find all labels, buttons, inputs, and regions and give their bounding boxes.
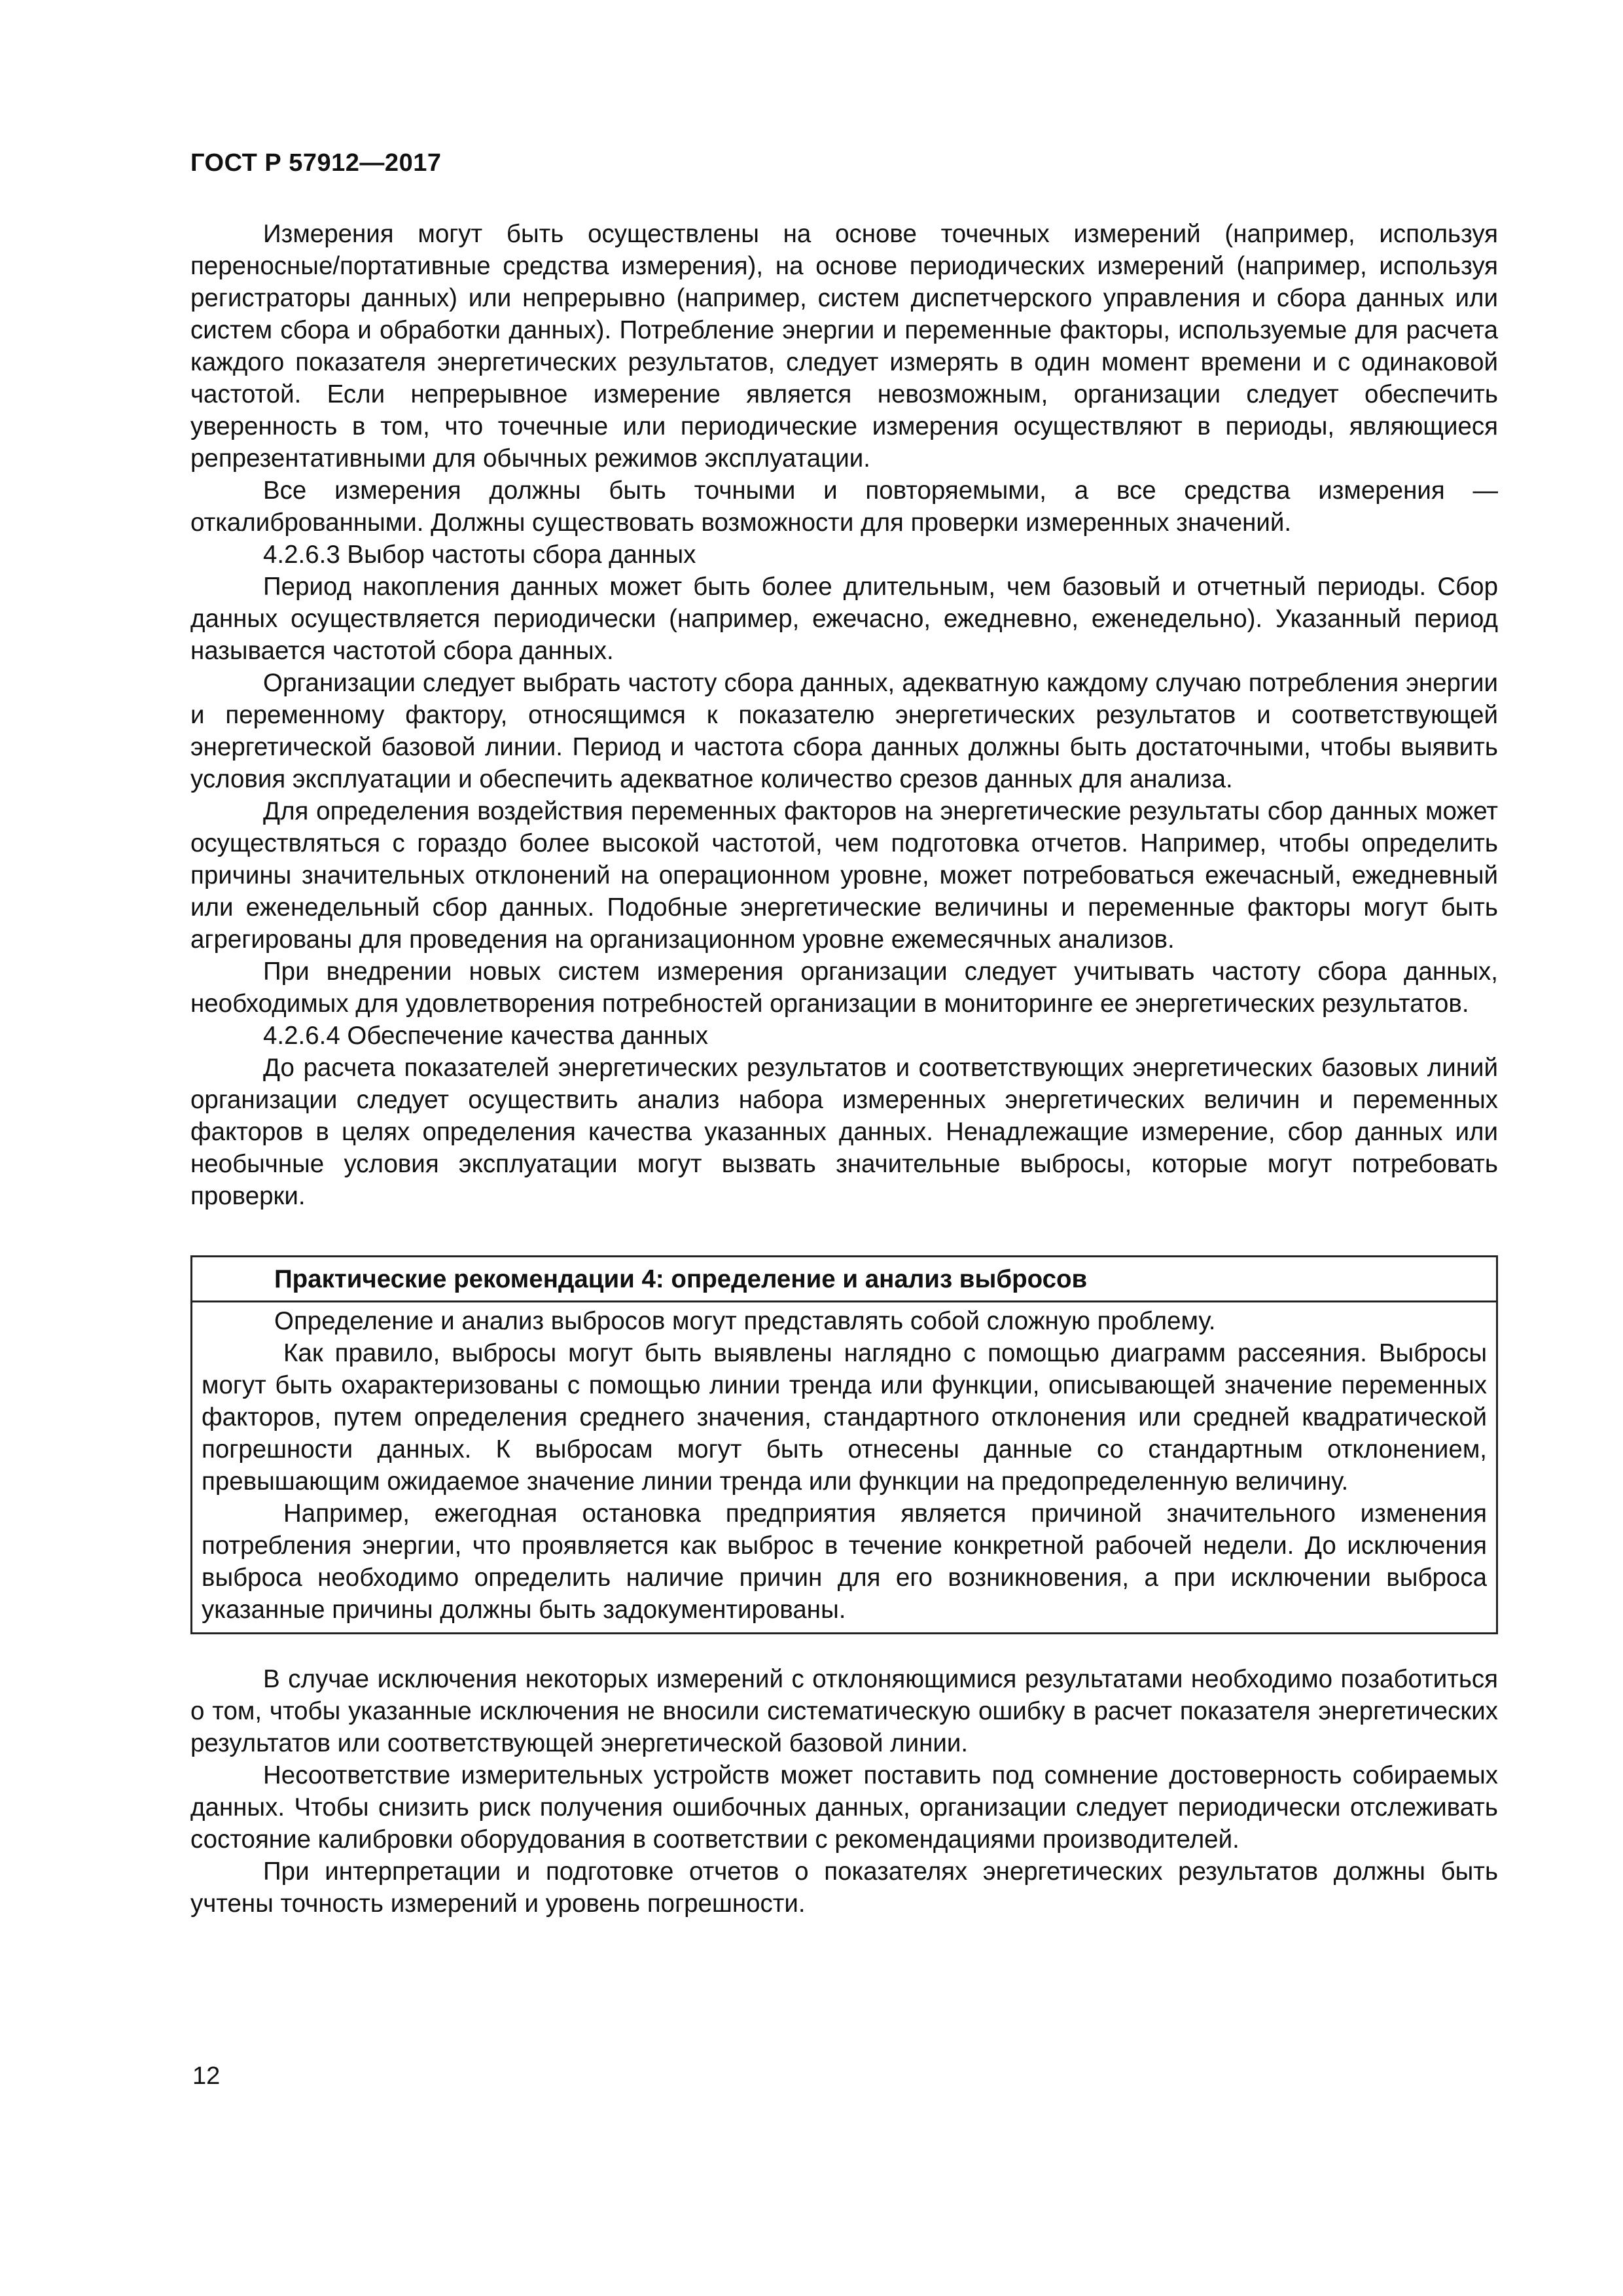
paragraph-data-quality: До расчета показателей энергетических результатов и соответствующих энергетических базовых линий организации следует осуществить анализ набора измеренных энергетических величин и переменных факторов в целях определения качества указанных данных. Ненадлежащие измерение, сбор данных или необычные условия эксплуатации могут вызвать значительные выбросы, которые могут потребовать проверки. — [190, 1054, 1498, 1210]
recommendation-paragraph-intro: Определение и анализ выбросов могут представлять собой сложную проблему. — [274, 1307, 1216, 1335]
page-content — [190, 218, 1498, 1920]
recommendation-body — [192, 1302, 1496, 1632]
recommendation-box — [190, 1255, 1498, 1634]
section-heading-4-2-6-4: 4.2.6.4 Обеспечение качества данных — [263, 1022, 709, 1050]
paragraph-exclusion: В случае исключения некоторых измерений с отклоняющимися результатами необходимо позаботиться о том, чтобы указанные исключения не вносили систематическую ошибку в расчет показателя энергетических результатов или соответствующей энергетической базовой линии. — [190, 1665, 1498, 1757]
paragraph-accumulation-period: Период накопления данных может быть более длительным, чем базовый и отчетный периоды. Сбор данных осуществляется периодически (например, ежечасно, ежедневно, еженедельно). Указанный период называется частотой сбора данных. — [190, 573, 1498, 665]
standard-code-header: ГОСТ Р 57912—2017 — [190, 149, 442, 177]
paragraph-measurement-accuracy: Все измерения должны быть точными и повторяемыми, а все средства измерения — откалиброванными. Должны существовать возможности для проверки измеренных значений. — [190, 476, 1498, 537]
paragraph-measurement-methods: Измерения могут быть осуществлены на основе точечных измерений (например, используя переносные/портативные средства измерения), на основе периодических измерений (например, используя регистраторы данных) или непрерывно (например, систем диспетчерского управления и сбора данных или систем сбора и обработки данных). Потребление энергии и переменные факторы, используемые для расчета каждого показателя энергетических результатов, следует измерять в один момент времени и с одинаковой частотой. Если непрерывное измерение является невозможным, организации следует обеспечить уверенность в том, что точечные или периодические измерения осуществляют в периоды, являющиеся репрезентативными для обычных режимов эксплуатации. — [190, 220, 1498, 473]
recommendation-paragraph-scatter: Как правило, выбросы могут быть выявлены наглядно с помощью диаграмм рассеяния. Выбросы могут быть охарактеризованы с помощью линии тренда или функции, описывающей значение переменных факторов, путем определения среднего значения, стандартного отклонения или средней квадратической погрешности данных. К выбросам могут быть отнесены данные со стандартным отклонением, превышающим ожидаемое значение линии тренда или функции на предопределенную величину. — [202, 1339, 1487, 1496]
paragraph-device-calibration: Несоответствие измерительных устройств может поставить под сомнение достоверность собираемых данных. Чтобы снизить риск получения ошибочных данных, организации следует периодически отслеживать состояние калибровки оборудования в соответствии с рекомендациями производителей. — [190, 1761, 1498, 1854]
recommendation-paragraph-example: Например, ежегодная остановка предприятия является причиной значительного изменения потребления энергии, что проявляется как выброс в течение конкретной рабочей недели. До исключения выброса необходимо определить наличие причин для его возникновения, а при исключении выброса указанные причины должны быть задокументированы. — [202, 1499, 1487, 1624]
paragraph-new-systems: При внедрении новых систем измерения организации следует учитывать частоту сбора данных, необходимых для удовлетворения потребностей организации в мониторинге ее энергетических результатов. — [190, 958, 1498, 1018]
paragraph-collection-frequency: Организации следует выбрать частоту сбора данных, адекватную каждому случаю потребления энергии и переменному фактору, относящимся к показателю энергетических результатов и соответствующей энергетической базовой линии. Период и частота сбора данных должны быть достаточными, чтобы выявить условия эксплуатации и обеспечить адекватное количество срезов данных для анализа. — [190, 669, 1498, 793]
recommendation-title: Практические рекомендации 4: определение и анализ выбросов — [192, 1257, 1496, 1302]
paragraph-reporting-accuracy: При интерпретации и подготовке отчетов о показателях энергетических результатов должны быть учтены точность измерений и уровень погрешности. — [190, 1857, 1498, 1918]
page-number: 12 — [192, 2062, 221, 2090]
paragraph-variable-factors: Для определения воздействия переменных факторов на энергетические результаты сбор данных может осуществляться с гораздо более высокой частотой, чем подготовка отчетов. Например, чтобы определить причины значительных отклонений на операционном уровне, может потребоваться ежечасный, ежедневный или еженедельный сбор данных. Подобные энергетические величины и переменные факторы могут быть агрегированы для проведения на организационном уровне ежемесячных анализов. — [190, 797, 1498, 954]
section-heading-4-2-6-3: 4.2.6.3 Выбор частоты сбора данных — [263, 541, 696, 569]
